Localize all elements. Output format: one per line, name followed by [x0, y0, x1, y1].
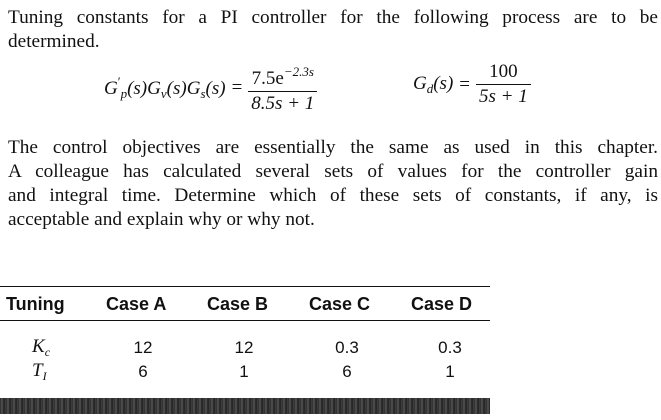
table-header-rule: [0, 320, 490, 321]
table-top-rule: [0, 286, 490, 287]
process-equation-lhs: $G'_p(s)G_v(s)G_s(s)$: [104, 74, 226, 102]
header-case-a: Case A: [106, 294, 167, 314]
cell-ti-case-a: 6: [138, 362, 148, 381]
process-numerator: $7.5e^{-2.3s}$: [251, 64, 314, 89]
cell-kc-case-b: 12: [234, 338, 254, 357]
header-case-b: Case B: [207, 294, 269, 314]
intro-line-1: Tuning constants for a PI controller for the following process are to be: [8, 7, 658, 28]
cell-ti-case-c: 6: [342, 362, 352, 381]
disturbance-equals-sign: =: [459, 73, 471, 95]
objectives-line-4: acceptable and explain why or why not.: [8, 209, 315, 230]
intro-paragraph: [8, 6, 658, 54]
header-case-d: Case D: [411, 294, 473, 314]
disturbance-fraction: [476, 60, 531, 109]
process-denominator: 8.5s + 1: [251, 93, 315, 115]
header-case-c: Case C: [309, 294, 371, 314]
disturbance-denominator: 5s + 1: [479, 86, 528, 108]
process-transfer-function: [104, 60, 317, 116]
intro-line-2: determined.: [8, 31, 100, 52]
cell-ti-case-b: 1: [239, 362, 249, 381]
disturbance-transfer-function: [413, 60, 531, 109]
process-fraction: [248, 60, 317, 116]
row-label-kc: $K_c$: [32, 336, 51, 359]
table-bottom-rule: [0, 398, 490, 414]
cell-kc-case-c: 0.3: [335, 338, 359, 357]
header-tuning: Tuning: [6, 294, 65, 314]
objectives-paragraph: [8, 136, 658, 232]
objectives-line-2: A colleague has calculated several sets of values for the controller gain: [8, 161, 658, 182]
disturbance-equation-lhs: $G_d(s)$: [413, 72, 454, 96]
objectives-line-1: The control objectives are essentially the same as used in this chapter.: [8, 137, 658, 158]
cell-ti-case-d: 1: [445, 362, 455, 381]
cell-kc-case-a: 12: [133, 338, 153, 357]
row-label-ti: $T_I$: [32, 360, 47, 383]
disturbance-numerator: 100: [489, 61, 518, 82]
cell-kc-case-d: 0.3: [438, 338, 462, 357]
process-equals-sign: =: [231, 77, 243, 99]
objectives-line-3: and integral time. Determine which of these sets of constants, if any, is: [8, 185, 658, 206]
